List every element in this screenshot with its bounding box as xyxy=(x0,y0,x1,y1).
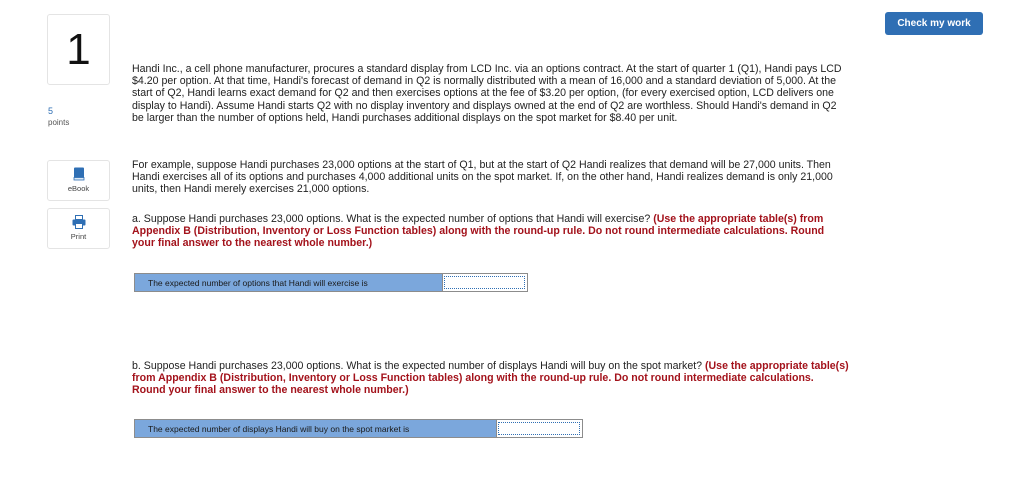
question-number: 1 xyxy=(47,14,110,85)
part-a-instruction: (Use the appropriate table(s) from Appendix B (Distribution, Inventory or Loss Function tables) along with the round-up rule. Do not round intermediate calculations. Round your final answer to the nearest whole number.) xyxy=(132,213,825,250)
part-b-answer-input[interactable] xyxy=(496,420,582,437)
part-a-answer-label: The expected number of options that Handi will exercise is xyxy=(135,274,442,291)
part-b-answer-label: The expected number of displays Handi will buy on the spot market is xyxy=(135,420,496,437)
print-label: Print xyxy=(70,232,87,241)
part-b-question: b. Suppose Handi purchases 23,000 options. What is the expected number of displays Handi will buy on the spot market? xyxy=(132,360,703,372)
print-button[interactable] xyxy=(47,208,110,249)
points-label: points xyxy=(48,118,70,127)
part-b-instruction: (Use the appropriate table(s) from Appendix B (Distribution, Inventory or Loss Function tables) along with the round-up rule. Do not round intermediate calculations. Round your final answer to the nearest whole number.) xyxy=(132,360,849,397)
printer-icon xyxy=(72,215,86,229)
part-b-answer-row xyxy=(134,419,583,438)
points-value: 5 xyxy=(48,106,54,116)
points-indicator xyxy=(48,106,69,128)
check-my-work-button[interactable]: Check my work xyxy=(885,12,983,35)
ebook-button[interactable] xyxy=(47,160,110,201)
problem-paragraph-1: Handi Inc., a cell phone manufacturer, procures a standard display from LCD Inc. via an options contract. At the start of quarter 1 (Q1), Handi pays LCD $4.20 per option. At that time, Handi's forecast of demand in Q2 is normally distributed with a mean of 16,000 and a standard deviation of 5,000. At the start of Q2, Handi learns exact demand for Q2 and then exercises options at the fee of $3.20 per option, (for every exercised option, LCD delivers one display to Handi). Assume Handi starts Q2 with no display inventory and displays owned at the end of Q2 are worthless. Should Handi's demand in Q2 be larger than the number of options held, Handi purchases additional displays on the spot market for $8.40 per unit. xyxy=(132,63,842,124)
part-a-text xyxy=(132,213,850,250)
part-a-answer-row xyxy=(134,273,528,292)
book-icon xyxy=(73,167,85,181)
part-a-question: a. Suppose Handi purchases 23,000 options. What is the expected number of options that Handi will exercise? xyxy=(132,213,651,225)
part-a-answer-input[interactable] xyxy=(442,274,527,291)
ebook-label: eBook xyxy=(67,184,90,193)
part-b-text xyxy=(132,360,850,397)
problem-paragraph-2: For example, suppose Handi purchases 23,000 options at the start of Q1, but at the start of Q2 Handi realizes that demand will be 27,000 units. Then Handi exercises all of its options and purchases 4,000 additional units on the spot market. If, on the other hand, Handi realizes demand is only 21,000 units, then Handi merely exercises 21,000 options. xyxy=(132,159,833,196)
